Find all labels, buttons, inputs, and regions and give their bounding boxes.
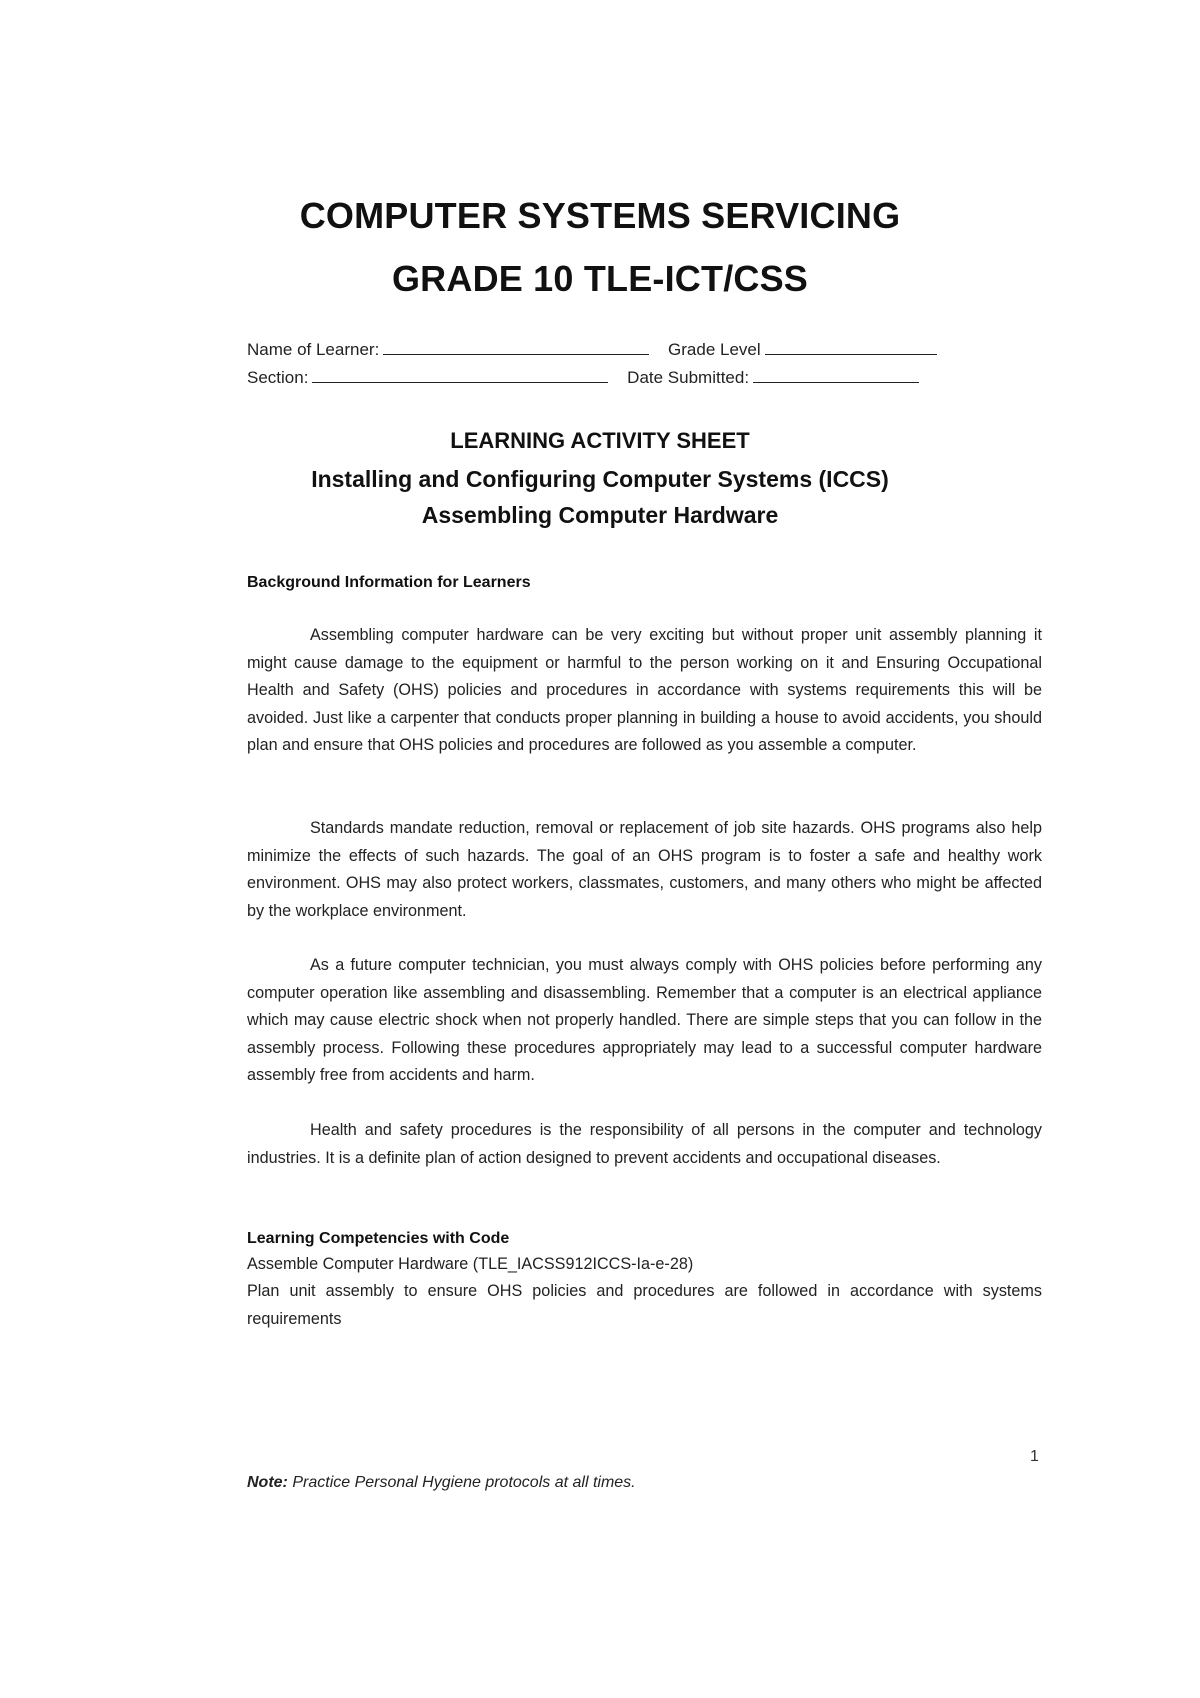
- document-title: COMPUTER SYSTEMS SERVICING: [299, 195, 901, 236]
- section-label: Section:: [247, 368, 309, 387]
- competencies-heading: Learning Competencies with Code: [247, 1230, 510, 1247]
- name-of-learner-blank[interactable]: [383, 340, 649, 355]
- page-number: 1: [1030, 1448, 1039, 1465]
- background-paragraph-4: Health and safety procedures is the responsibility of all persons in the computer and technology industries. It is a definite plan of action designed to prevent accidents and occupational diseases.: [247, 1121, 1042, 1167]
- competency-line-2: Plan unit assembly to ensure OHS policies and procedures are followed in accordance with systems requirements: [247, 1282, 1042, 1328]
- background-paragraph-2: Standards mandate reduction, removal or replacement of job site hazards. OHS programs also help minimize the effects of such hazards. The goal of an OHS program is to foster a safe and healthy work environment. OHS may also protect workers, classmates, customers, and many others who might be affected by the workplace environment.: [247, 819, 1042, 920]
- date-submitted-label: Date Submitted:: [627, 368, 750, 387]
- competency-line-1: Assemble Computer Hardware (TLE_IACSS912ICCS-Ia-e-28): [247, 1255, 694, 1273]
- background-paragraph-3: As a future computer technician, you must always comply with OHS policies before performing any computer operation like assembling and disassembling. Remember that a computer is an electrical appliance which may cause electric shock when not properly handled. There are simple steps that you can follow in the assembly process. Following these procedures appropriately may lead to a successful computer hardware assembly free from accidents and harm.: [247, 956, 1042, 1085]
- subject-heading: Installing and Configuring Computer Systems (ICCS): [311, 466, 889, 492]
- section-blank[interactable]: [312, 368, 608, 383]
- background-paragraph-1: Assembling computer hardware can be very exciting but without proper unit assembly planning it might cause damage to the equipment or harmful to the person working on it and Ensuring Occupational Health and Safety (OHS) policies and procedures in accordance with systems requirements this will be avoided. Just like a carpenter that conducts proper planning in building a house to avoid accidents, you should plan and ensure that OHS policies and procedures are followed as you assemble a computer.: [247, 626, 1042, 755]
- footer-note-label: Note:: [247, 1474, 288, 1491]
- topic-heading: Assembling Computer Hardware: [421, 502, 779, 528]
- activity-sheet-heading: LEARNING ACTIVITY SHEET: [450, 428, 750, 453]
- footer-note-text: Practice Personal Hygiene protocols at all times.: [292, 1474, 636, 1491]
- grade-level-blank[interactable]: [765, 340, 937, 355]
- name-of-learner-label: Name of Learner:: [247, 340, 380, 359]
- footer-note: [247, 1474, 636, 1492]
- background-heading: Background Information for Learners: [247, 574, 531, 591]
- learner-info-row-1: [247, 340, 937, 360]
- grade-level-label: Grade Level: [668, 340, 761, 359]
- document-subtitle: GRADE 10 TLE-ICT/CSS: [391, 258, 809, 299]
- learner-info-row-2: [247, 368, 919, 388]
- date-submitted-blank[interactable]: [753, 368, 919, 383]
